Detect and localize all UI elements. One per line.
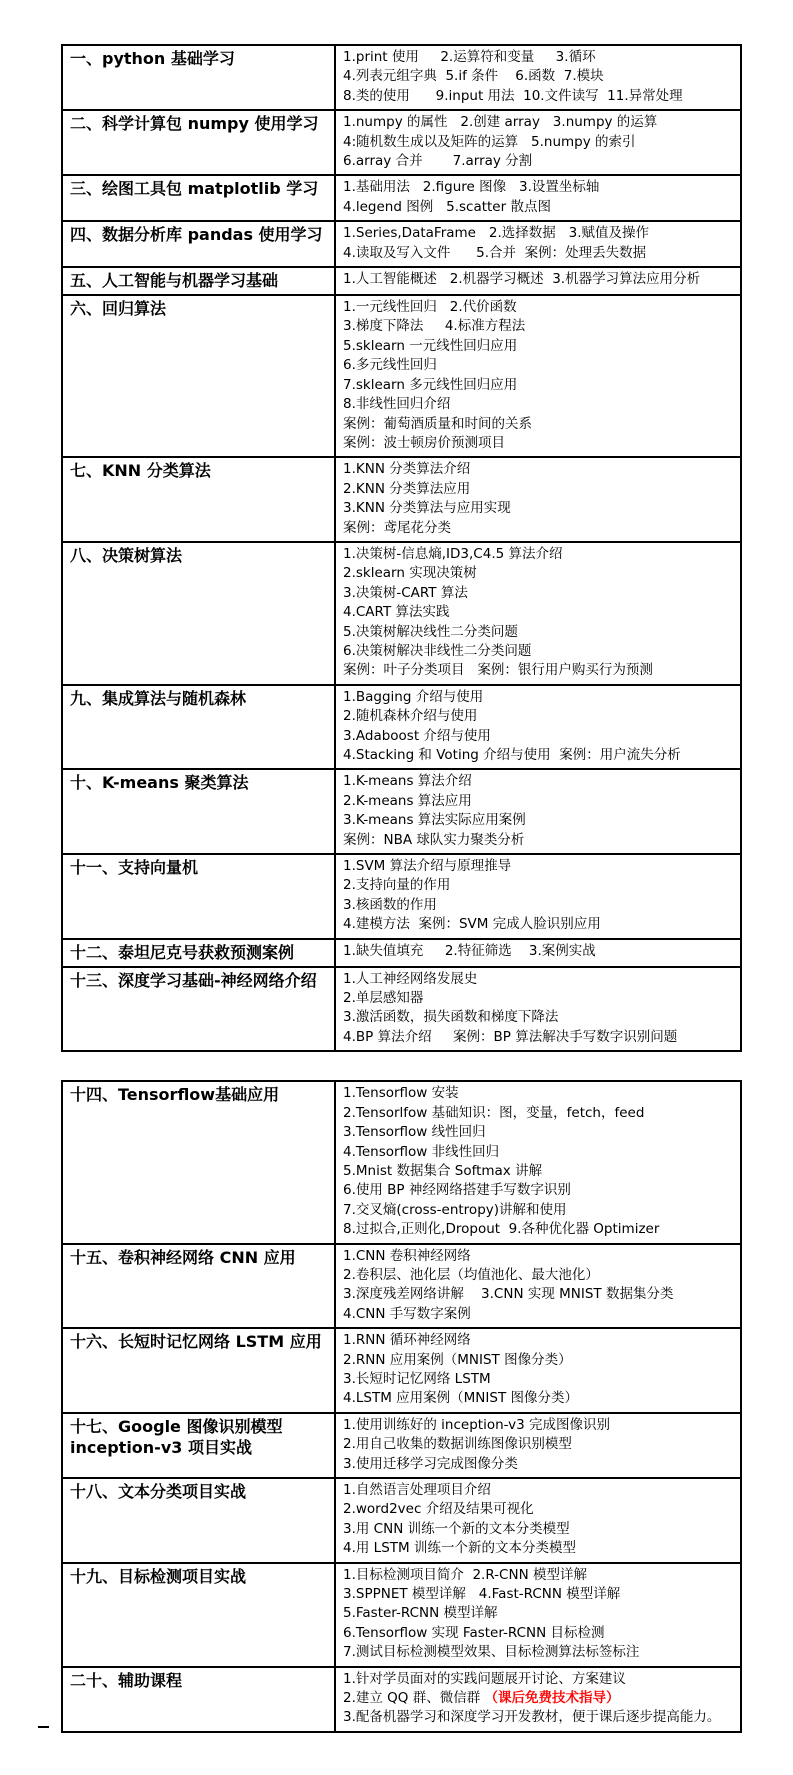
content-line: 3.激活函数，损失函数和梯度下降法: [343, 1009, 559, 1026]
content-line: 1.numpy 的属性 2.创建 array 3.numpy 的运算: [343, 114, 658, 131]
chapter-title: 十、K-means 聚类算法: [70, 773, 249, 793]
content-line: 案例：葡萄酒质量和时间的关系: [343, 415, 532, 432]
chapter-title: 六、回归算法: [70, 299, 167, 319]
content-line: 1.K-means 算法介绍: [343, 773, 472, 790]
content-line: 6.使用 BP 神经网络搭建手写数字识别: [343, 1182, 571, 1199]
content-line: 2.Tensorlfow 基础知识：图，变量，fetch，feed: [343, 1104, 645, 1121]
chapter-title-cell: [62, 1667, 335, 1732]
chapter-title: 十三、深度学习基础-神经网络介绍: [70, 970, 317, 990]
chapter-content-cell: [335, 1478, 741, 1563]
content-line: 1.一元线性回归 2.代价函数: [343, 299, 517, 316]
content-line: 1.KNN 分类算法介绍: [343, 461, 471, 478]
content-line: 4.CNN 手写数字案例: [343, 1305, 471, 1322]
content-line: 1.Tensorflow 安装: [343, 1085, 459, 1102]
chapter-title-cell: [62, 769, 335, 854]
chapter-title: 十五、卷积神经网络 CNN 应用: [70, 1247, 296, 1267]
chapter-content-cell: [335, 1667, 741, 1732]
content-line: 1.CNN 卷积神经网络: [343, 1247, 471, 1264]
content-line: 8.非线性回归介绍: [343, 396, 451, 413]
content-line: 1.Series,DataFrame 2.选择数据 3.赋值及操作: [343, 225, 649, 242]
content-line: 案例：鸢尾花分类: [343, 519, 451, 536]
text-segment: 2.建立 QQ 群、微信群: [343, 1690, 485, 1707]
content-line: 1.目标检测项目简介 2.R-CNN 模型详解: [343, 1566, 587, 1583]
content-line: 1.print 使用 2.运算符和变量 3.循环: [343, 49, 596, 65]
content-line: 4.Tensorflow 非线性回归: [343, 1143, 500, 1160]
content-line: 1.RNN 循环神经网络: [343, 1332, 471, 1349]
content-line: 2.用自己收集的数据训练图像识别模型: [343, 1436, 572, 1453]
chapter-title: 十九、目标检测项目实战: [70, 1566, 247, 1586]
chapter-title: 一、python 基础学习: [70, 49, 235, 68]
chapter-title: 八、决策树算法: [70, 545, 183, 565]
content-line: 4.BP 算法介绍 案例：BP 算法解决手写数字识别问题: [343, 1028, 678, 1045]
table-row: [62, 221, 741, 267]
content-line: 6.决策树解决非线性二分类问题: [343, 642, 532, 659]
chapter-title-cell: [62, 967, 335, 1052]
content-line: 4.CART 算法实践: [343, 604, 450, 621]
chapter-title: 十一、支持向量机: [70, 858, 199, 878]
content-line: 4.用 LSTM 训练一个新的文本分类模型: [343, 1540, 576, 1557]
content-line: 4.legend 图例 5.scatter 散点图: [343, 198, 551, 215]
chapter-content-cell: [335, 1244, 741, 1329]
table-row: [62, 967, 741, 1052]
content-line: 6.array 合并 7.array 分割: [343, 153, 533, 170]
chapter-title-cell: [62, 939, 335, 967]
content-line: 1.决策树-信息熵,ID3,C4.5 算法介绍: [343, 545, 563, 562]
content-line: 2.单层感知器: [343, 990, 424, 1007]
content-line: 3.KNN 分类算法与应用实现: [343, 500, 511, 517]
table-row: [62, 685, 741, 770]
chapter-title: 十六、长短时记忆网络 LSTM 应用: [70, 1332, 322, 1352]
content-line: 3.深度残差网络讲解 3.CNN 实现 MNIST 数据集分类: [343, 1286, 674, 1303]
chapter-content-cell: [335, 542, 741, 685]
content-line: 7.交叉熵(cross-entropy)讲解和使用: [343, 1201, 567, 1218]
content-line: 4.读取及写入文件 5.合并 案例：处理丢失数据: [343, 244, 647, 261]
chapter-title: 七、KNN 分类算法: [70, 461, 211, 481]
table-row: [62, 1328, 741, 1413]
chapter-content-cell: [335, 685, 741, 770]
chapter-title-cell: [62, 685, 335, 770]
chapter-title: 三、绘图工具包 matplotlib 学习: [70, 179, 319, 199]
content-line: 1.自然语言处理项目介绍: [343, 1482, 491, 1498]
chapter-content-cell: [335, 1563, 741, 1667]
table-row: [62, 1081, 741, 1243]
content-line: 1.缺失值填充 2.特征筛选 3.案例实战: [343, 942, 596, 959]
content-line: 1.Bagging 介绍与使用: [343, 688, 484, 705]
chapter-content-cell: [335, 967, 741, 1052]
chapter-title: 四、数据分析库 pandas 使用学习: [70, 225, 323, 245]
content-line: 8.类的使用 9.input 用法 10.文件读写 11.异常处理: [343, 87, 683, 104]
table-row: [62, 769, 741, 854]
highlight-text: （课后免费技术指导）: [484, 1690, 620, 1707]
chapter-content-cell: [335, 939, 741, 967]
content-line: 3.长短时记忆网络 LSTM: [343, 1370, 491, 1387]
table-row: [62, 45, 741, 110]
chapter-title-cell: [62, 221, 335, 267]
chapter-title: 十二、泰坦尼克号获救预测案例: [70, 942, 295, 962]
content-line: 2.RNN 应用案例（MNIST 图像分类）: [343, 1351, 572, 1368]
content-line: 4.建模方法 案例：SVM 完成人脸识别应用: [343, 916, 601, 933]
content-line: 2.支持向量的作用: [343, 877, 451, 894]
footnote-dash: [38, 1726, 49, 1728]
chapter-title: 九、集成算法与随机森林: [70, 688, 247, 708]
chapter-title-cell: [62, 1244, 335, 1329]
content-line: 5.Faster-RCNN 模型详解: [343, 1605, 498, 1622]
table-row: [62, 175, 741, 221]
content-line: 2.K-means 算法应用: [343, 792, 472, 809]
chapter-title-line2: inception-v3 项目实战: [70, 1437, 252, 1457]
table-row: [62, 854, 741, 939]
content-line: 3.使用迁移学习完成图像分类: [343, 1455, 518, 1472]
content-line: 2.KNN 分类算法应用: [343, 480, 471, 497]
content-line: 3.核函数的作用: [343, 896, 437, 913]
chapter-content-cell: [335, 769, 741, 854]
content-line: 2.word2vec 介绍及结果可视化: [343, 1501, 534, 1518]
content-line: 4.LSTM 应用案例（MNIST 图像分类）: [343, 1390, 578, 1407]
content-line: 7.sklearn 多元线性回归应用: [343, 376, 518, 393]
content-line: 8.过拟合,正则化,Dropout 9.各种优化器 Optimizer: [343, 1221, 660, 1238]
content-line: 2.sklearn 实现决策树: [343, 565, 477, 582]
content-line: 1.人工智能概述 2.机器学习概述 3.机器学习算法应用分析: [343, 271, 701, 288]
chapter-title-cell: [62, 1563, 335, 1667]
table-row: [62, 457, 741, 542]
chapter-title: 十四、Tensorflow基础应用: [70, 1085, 280, 1105]
content-line: 7.测试目标检测模型效果、目标检测算法标签标注: [343, 1644, 640, 1661]
content-line: 4:随机数生成以及矩阵的运算 5.numpy 的索引: [343, 133, 636, 150]
chapter-content-cell: [335, 267, 741, 295]
chapter-title-cell: [62, 1478, 335, 1563]
content-line: 3.Tensorflow 线性回归: [343, 1124, 486, 1141]
table-row: [62, 1413, 741, 1478]
content-line: [343, 1689, 736, 1708]
content-line: 2.卷积层、池化层（均值池化、最大池化）: [343, 1266, 599, 1283]
content-line: 5.决策树解决线性二分类问题: [343, 623, 518, 640]
table-row: [62, 1478, 741, 1563]
table-row: [62, 1667, 741, 1732]
content-line: 5.Mnist 数据集合 Softmax 讲解: [343, 1162, 543, 1179]
content-line: 3.配备机器学习和深度学习开发教材，便于课后逐步提高能力。: [343, 1709, 721, 1726]
content-line: 1.人工神经网络发展史: [343, 970, 478, 987]
chapter-content-cell: [335, 1413, 741, 1478]
table-row: [62, 1244, 741, 1329]
content-line: 案例：波士顿房价预测项目: [343, 434, 505, 451]
chapter-content-cell: [335, 45, 741, 110]
table-row: [62, 939, 741, 967]
course-table-part2: [61, 1080, 742, 1733]
chapter-content-cell: [335, 457, 741, 542]
content-line: 2.随机森林介绍与使用: [343, 708, 478, 725]
content-line: 6.多元线性回归: [343, 357, 437, 374]
table-row: [62, 295, 741, 457]
content-line: 4.列表元组字典 5.if 条件 6.函数 7.模块: [343, 68, 604, 85]
chapter-title: 二十、辅助课程: [70, 1670, 183, 1690]
content-line: 5.sklearn 一元线性回归应用: [343, 337, 518, 354]
chapter-title-cell: [62, 295, 335, 457]
content-line: 1.使用训练好的 inception-v3 完成图像识别: [343, 1416, 611, 1433]
chapter-title-cell: [62, 45, 335, 110]
chapter-title: 十七、Google 图像识别模型: [70, 1416, 283, 1436]
chapter-title-cell: [62, 1413, 335, 1478]
chapter-content-cell: [335, 1081, 741, 1243]
content-line: 1.基础用法 2.figure 图像 3.设置坐标轴: [343, 179, 600, 196]
content-line: 案例：叶子分类项目 案例：银行用户购买行为预测: [343, 662, 653, 679]
table-row: [62, 542, 741, 685]
chapter-title: 五、人工智能与机器学习基础: [70, 271, 279, 291]
chapter-content-cell: [335, 110, 741, 175]
chapter-content-cell: [335, 175, 741, 221]
chapter-content-cell: [335, 1328, 741, 1413]
chapter-title-cell: [62, 457, 335, 542]
chapter-title-cell: [62, 542, 335, 685]
content-line: 1.针对学员面对的实践问题展开讨论、方案建议: [343, 1670, 626, 1687]
chapter-title-cell: [62, 1081, 335, 1243]
content-line: 3.K-means 算法实际应用案例: [343, 812, 526, 829]
chapter-title: 十八、文本分类项目实战: [70, 1482, 247, 1501]
chapter-title-cell: [62, 267, 335, 295]
table-row: [62, 110, 741, 175]
chapter-title-cell: [62, 110, 335, 175]
course-table-part1: [61, 44, 742, 1052]
chapter-content-cell: [335, 221, 741, 267]
content-line: 4.Stacking 和 Voting 介绍与使用 案例：用户流失分析: [343, 747, 681, 763]
content-line: 案例：NBA 球队实力聚类分析: [343, 831, 525, 848]
table-row: [62, 1563, 741, 1667]
table-row: [62, 267, 741, 295]
content-line: 3.用 CNN 训练一个新的文本分类模型: [343, 1520, 570, 1537]
content-line: 6.Tensorflow 实现 Faster-RCNN 目标检测: [343, 1624, 605, 1641]
content-line: 3.SPPNET 模型详解 4.Fast-RCNN 模型详解: [343, 1586, 621, 1603]
chapter-title: 二、科学计算包 numpy 使用学习: [70, 114, 319, 134]
chapter-title-cell: [62, 175, 335, 221]
content-line: 1.SVM 算法介绍与原理推导: [343, 858, 512, 875]
chapter-title-cell: [62, 854, 335, 939]
content-line: 3.梯度下降法 4.标准方程法: [343, 318, 526, 335]
chapter-title-cell: [62, 1328, 335, 1413]
content-line: 3.决策树-CART 算法: [343, 584, 468, 601]
chapter-content-cell: [335, 854, 741, 939]
content-line: 3.Adaboost 介绍与使用: [343, 727, 491, 744]
chapter-content-cell: [335, 295, 741, 457]
